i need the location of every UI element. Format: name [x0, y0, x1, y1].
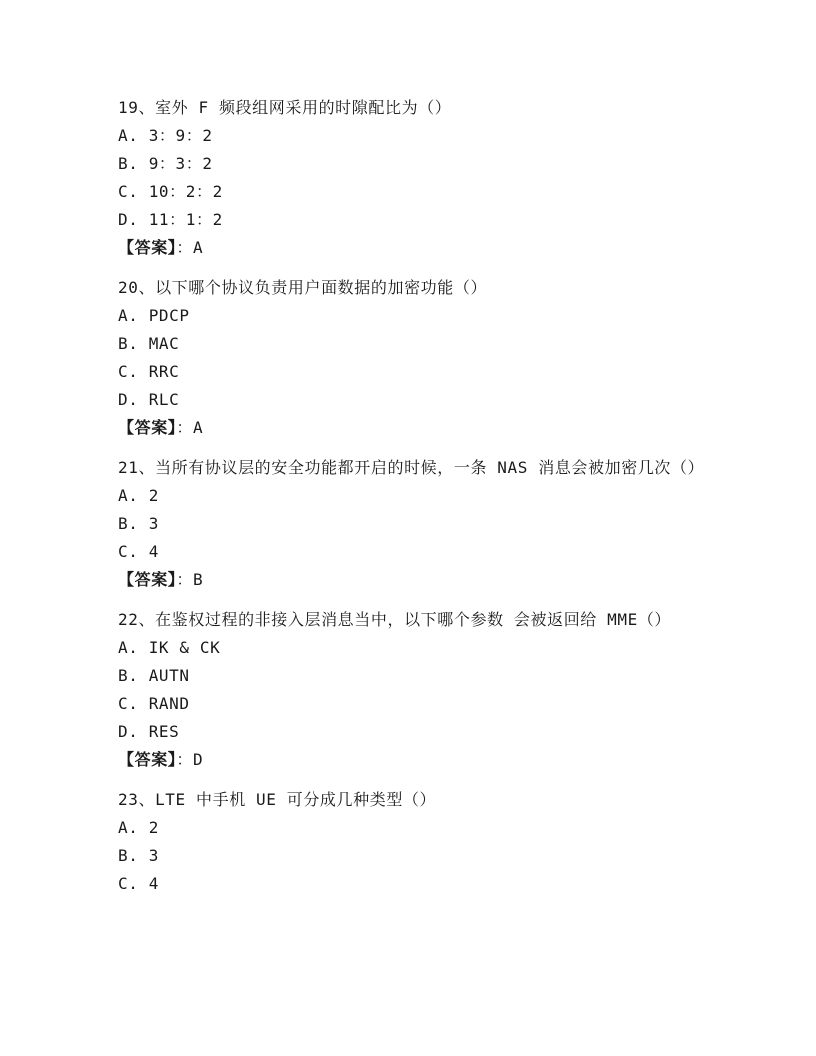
option-b: B. 3	[118, 514, 159, 533]
option-a: A. 2	[118, 486, 159, 505]
answer-value: ：B	[176, 570, 204, 589]
option-c: C. 4	[118, 874, 159, 893]
question-19	[118, 94, 706, 262]
question-22	[118, 606, 706, 774]
answer-value: ：A	[176, 418, 204, 437]
option-c: C. RRC	[118, 362, 180, 381]
option-b: B. 3	[118, 846, 159, 865]
question-23	[118, 786, 706, 898]
option-a: A. IK & CK	[118, 638, 221, 657]
option-b: B. 9：3：2	[118, 154, 213, 173]
answer-label: 【答案】	[118, 418, 177, 437]
option-d: D. RES	[118, 722, 180, 741]
answer-line	[118, 746, 706, 774]
option-c: C. RAND	[118, 694, 190, 713]
option-b: B. MAC	[118, 334, 180, 353]
option-c: C. 10：2：2	[118, 182, 223, 201]
option-a: A. 3：9：2	[118, 126, 213, 145]
answer-label: 【答案】	[118, 238, 177, 257]
option-c: C. 4	[118, 542, 159, 561]
question-stem: 23、LTE 中手机 UE 可分成几种类型（）	[118, 790, 437, 809]
answer-line	[118, 234, 706, 262]
question-stem: 22、在鉴权过程的非接入层消息当中，以下哪个参数 会被返回给 MME（）	[118, 610, 672, 629]
question-stem: 20、以下哪个协议负责用户面数据的加密功能（）	[118, 278, 488, 297]
answer-line	[118, 566, 706, 594]
option-d: D. 11：1：2	[118, 210, 223, 229]
question-stem: 19、室外 F 频段组网采用的时隙配比为（）	[118, 98, 452, 117]
question-stem: 21、当所有协议层的安全功能都开启的时候，一条 NAS 消息会被加密几次（）	[118, 458, 705, 477]
option-d: D. RLC	[118, 390, 180, 409]
answer-line	[118, 414, 706, 442]
answer-value: ：D	[176, 750, 204, 769]
answer-value: ：A	[176, 238, 204, 257]
question-21	[118, 454, 706, 594]
question-20	[118, 274, 706, 442]
option-b: B. AUTN	[118, 666, 190, 685]
option-a: A. 2	[118, 818, 159, 837]
option-a: A. PDCP	[118, 306, 190, 325]
answer-label: 【答案】	[118, 750, 177, 769]
answer-label: 【答案】	[118, 570, 177, 589]
